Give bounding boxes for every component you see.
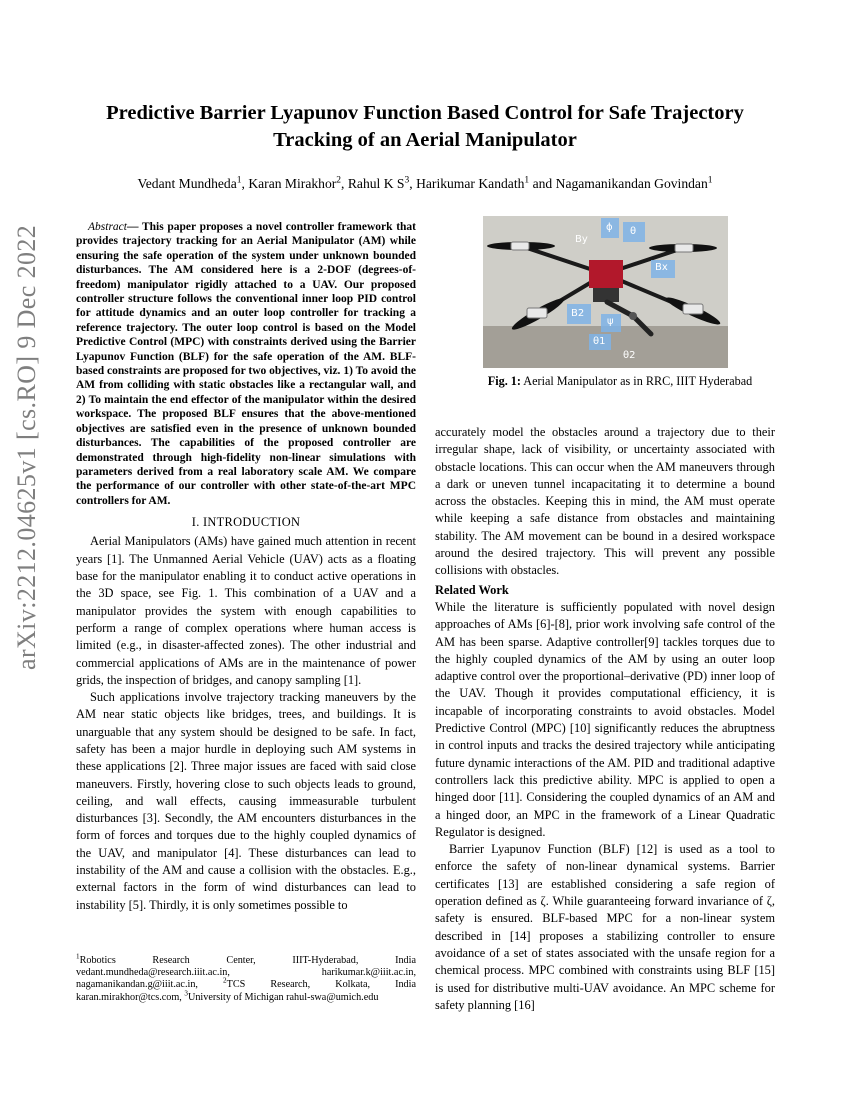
- footnote-mark: 3: [184, 989, 188, 998]
- author-name: Karan Mirakhor: [248, 176, 337, 191]
- right-column: [435, 424, 775, 1014]
- subsection-heading-related-work: Related Work: [435, 582, 509, 597]
- author-name: Harikumar Kandath: [416, 176, 525, 191]
- figure-caption-label: Fig. 1:: [487, 374, 521, 388]
- affiliation-mark: 1: [236, 175, 242, 186]
- figure-label-theta1: θ1: [593, 336, 606, 347]
- abstract: [76, 220, 416, 508]
- author-name: Vedant Mundheda: [137, 176, 237, 191]
- abstract-label: Abstract: [88, 221, 127, 233]
- section-heading-introduction: I. INTRODUCTION: [191, 515, 301, 530]
- footnotes: [76, 952, 417, 1004]
- drone-illustration: [483, 216, 728, 368]
- footnote-mark: 1: [76, 952, 80, 961]
- arxiv-stamp: arXiv:2212.04625v1 [cs.RO] 9 Dec 2022: [12, 224, 41, 670]
- affiliation-mark: 1: [524, 175, 530, 186]
- figure-label-theta: θ: [630, 226, 637, 237]
- figure-caption: [435, 374, 805, 389]
- affiliation-mark: 2: [336, 175, 342, 186]
- aerial-manipulator-photo: [483, 216, 728, 368]
- intro-paragraph-1: Aerial Manipulators (AMs) have gained much attention in recent years [1]. The Unmanned Aerial Vehicle (UAV) acts as a floating base for the manipulator enabling it to conduct active operations in the 3D space, see Fig. 1. This combination of a UAV and a manipulator provides the system with enough capabilities to perform a range of complex operations where human access is limited (e.g., in disaster-affected zones). The other industrial and commercial applications of AMs are in the maintenance of power grids, the inspection of bridges, and canopy sampling [1].: [76, 534, 416, 687]
- related-paragraph-1: While the literature is sufficiently populated with novel design approaches of AMs [6]-[8], prior work involving safe control of the AM has been sparse. Adaptive controller[9] tackles torques due to the highly coupled dynamics of the AM by using an outer loop adaptive control over the proportional–derivative (PD) inner loop of the UAV. Though it provides computational efficiency, it is incapable of incorporating constraints to avoid obstacles. Model Predictive Control (MPC) [10] significantly reduces the abruptness in control inputs and tracks the desired trajectory while anticipating future dynamic interactions of the AM. PID and traditional adaptive controllers lack this predictive ability. MPC is applied to open a hinged door [11]. Considering the coupled dynamics of an AM and a hinged door, an MPC in the framework of a Linear Quadratic Regulator is designed.: [435, 599, 775, 839]
- author-list: Vedant Mundheda$^1$, Karan Mirakhor$^2$, Rahul K $S^3$, Harikumar Kandath$^1$ and Nagamanikandan Govindan$^1$: [137, 175, 713, 191]
- related-paragraph-2: Barrier Lyapunov Function (BLF) [12] is used as a tool to enforce the safety of non-linear dynamical systems. Barrier certificates [13] are established considering a safe region of operation defined as ζ. While guaranteeing forward invariance of ζ, safety is ensured. BLF-based MPC for a non-linear system described in [14] proposes a stabilizing controller to ensure avoidance of a set of states associated with the unsafe region for a chemical process. MPC combined with constraints using BLF [15] is used for distributive multi-UAV avoidance. An MPC scheme for safety planning [16]: [435, 842, 775, 1012]
- left-column: [76, 220, 416, 914]
- intro-paragraph-2: Such applications involve trajectory tracking maneuvers by the AM near static objects like bridges, trees, and buildings. It is unarguable that any system should be designed to be safe. In fact, safety has been a major hurdle in deploying such AM systems in these applications [2]. Three major issues are faced with said close maneuvers. Firstly, hovering close to such objects leads to ground, ceiling, and wall effects, causing immeasurable turbulent disturbances [3]. Secondly, the AM encounters disturbances in the form of forces and torques due to the highly coupled dynamics of the UAV, and manipulator [4]. These disturbances can lead to instability of the AM and cause a collision with the obstacles. E.g., external factors in the form of wind disturbances can lead to instability [5]. Thirdly, it is only sometimes possible to: [76, 690, 416, 912]
- affiliation-mark: 1: [707, 175, 713, 186]
- footnote-1: Robotics Research Center, IIIT-Hyderabad, India vedant.mundheda@research.iiit.ac.in, harikumar.k@iiit.ac.in, nagamanikandan.g@iiit.ac.in,: [76, 955, 416, 991]
- figure-label-bx: Bx: [655, 262, 668, 273]
- author-name: Rahul K S: [347, 176, 405, 191]
- affiliation-mark: 3: [404, 175, 410, 186]
- author-name: Nagamanikandan Govindan: [555, 176, 708, 191]
- figure-label-psi: ψ: [607, 316, 614, 327]
- figure-label-phi: ϕ: [606, 222, 613, 233]
- figure-label-b2: B2: [571, 308, 585, 319]
- footnote-3: University of Michigan rahul-swa@umich.edu: [187, 991, 379, 1003]
- right-paragraph-1: accurately model the obstacles around a trajectory due to their irregular shape, lack of visibility, or uncertainty associated with obstacle locations. This can occur when the AM maneuvers through a dark or uneven tunnel incapacitating it to determine a bound across the obstacles. Keeping this in mind, the AM must operate while keeping a safe distance from obstacles and maintaining stability. The AM movement can be bound in a desired workspace around the desired trajectory. This will prevent any possible collisions with obstacles.: [435, 425, 775, 578]
- abstract-text: — This paper proposes a novel controller framework that provides trajectory tracking for an Aerial Manipulator (AM) while ensuring the safe operation of the system under unknown bounded disturbances. The AM considered here is a 2-DOF (degrees-of-freedom) manipulator rigidly attached to a UAV. Our proposed controller structure follows the conventional inner loop PID control for attitude dynamics and an outer loop controller for tracking a reference trajectory. The outer loop control is based on the Model Predictive Control (MPC) with constraints derived using the Barrier Lyapunov Function (BLF) for the safe operation of the AM. BLF-based constraints are proposed for two objectives, viz. 1) To avoid the AM from colliding with static obstacles like a rectangular wall, and 2) To maintain the end effector of the manipulator within the desired workspace. The proposed BLF ensures that the above-mentioned objectives are satisfied even in the presence of unknown bounded disturbances. The capabilities of the proposed controller are demonstrated through high-fidelity non-linear simulations with parameters derived from a real laboratory scale AM. We compare the performance of our controller with other state-of-the-art MPC controllers for AM.: [76, 221, 416, 507]
- figure-caption-text: Aerial Manipulator as in RRC, IIIT Hyderabad: [520, 374, 753, 388]
- footnote-mark: 2: [223, 977, 227, 986]
- paper-title: Predictive Barrier Lyapunov Function Based Control for Safe Trajectory Tracking of an Aerial Manipulator: [106, 102, 744, 151]
- footnote-2: TCS Research, Kolkata, India karan.mirakhor@tcs.com,: [76, 979, 417, 1003]
- figure-label-theta2: θ2: [623, 350, 636, 361]
- author-conjunction: and: [532, 176, 553, 191]
- figure-label-by: By: [575, 234, 588, 245]
